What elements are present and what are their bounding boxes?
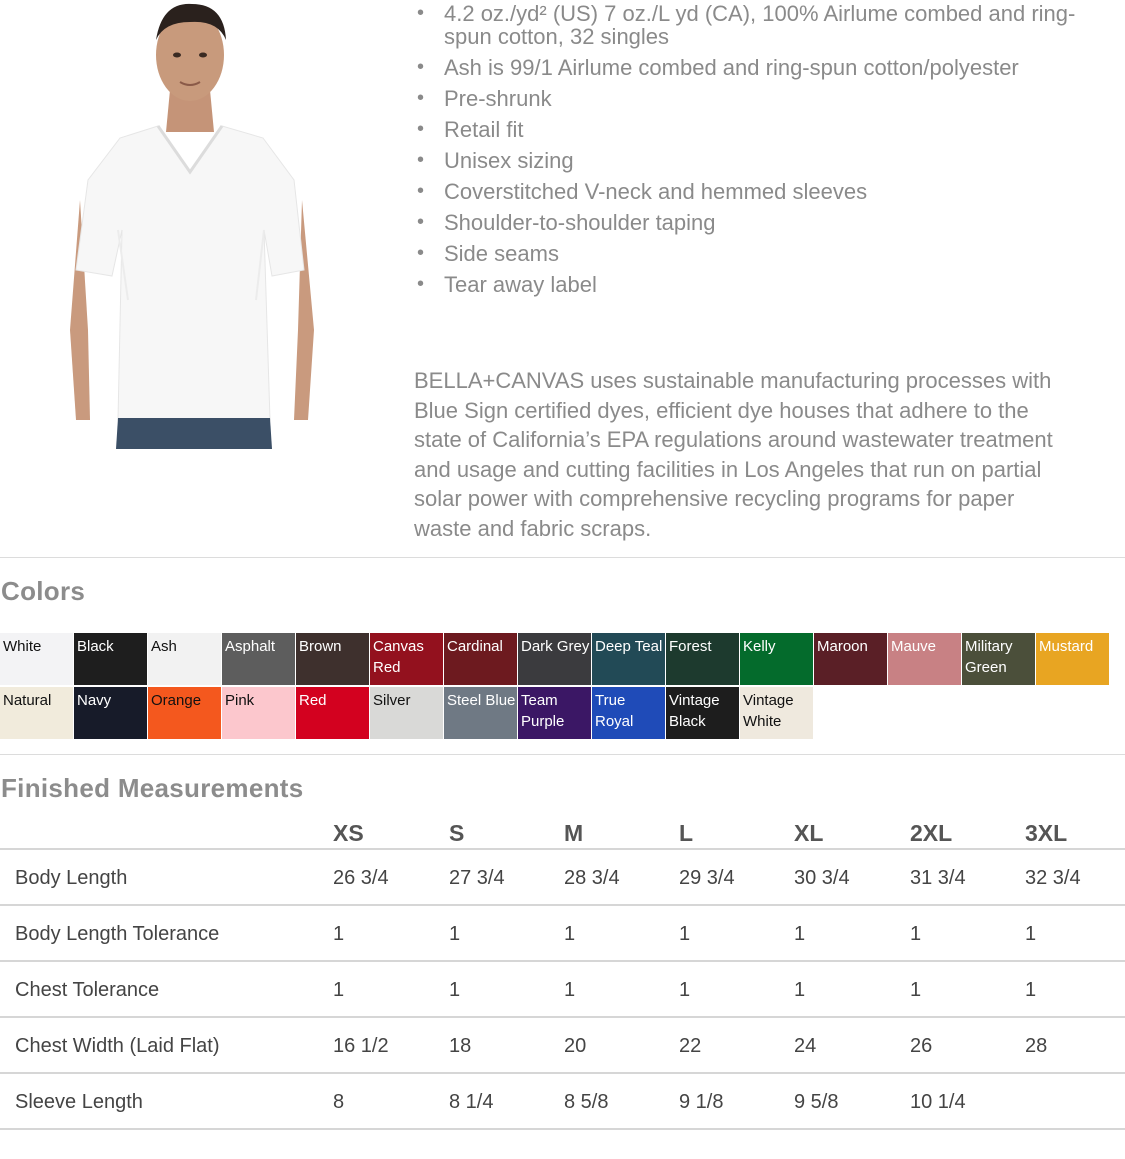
color-swatch[interactable] xyxy=(148,633,221,685)
color-swatch[interactable] xyxy=(0,633,73,685)
color-swatch-label: Ash xyxy=(151,638,177,655)
sustainability-description: BELLA+CANVAS uses sustainable manufacturing processes with Blue Sign certified dyes, efficient dye houses that adhere to the state of California’s EPA regulations around wastewater treatment and usage and cutting facilities in Los Angeles that run on partial solar power with comprehensive recycling programs for paper waste and fabric scraps. xyxy=(414,368,1053,541)
measurement-value: 27 3/4 xyxy=(449,867,505,889)
measurement-label: Chest Tolerance xyxy=(15,979,160,1001)
feature-item: • Unisex sizing xyxy=(414,149,1094,172)
measurement-value: 1 xyxy=(910,923,922,945)
product-photo xyxy=(58,0,323,449)
color-swatch[interactable] xyxy=(814,633,887,685)
color-swatch-label: Vintage Black xyxy=(669,692,720,730)
measurement-value: 1 xyxy=(449,979,461,1001)
color-swatch-label: Pink xyxy=(225,692,255,709)
color-swatch-label: Team Purple xyxy=(521,692,565,730)
color-swatch-label: Red xyxy=(299,692,327,709)
measurement-value: 1 xyxy=(910,979,922,1001)
measurement-value: 26 xyxy=(910,1035,933,1057)
measurements-table xyxy=(0,812,1125,1130)
color-swatch-label: Vintage White xyxy=(743,692,794,730)
table-row xyxy=(0,906,1125,962)
measurement-value: 1 xyxy=(1025,979,1037,1001)
measurement-value: 1 xyxy=(333,923,345,945)
measurement-value: 1 xyxy=(449,923,461,945)
color-swatch[interactable] xyxy=(74,687,147,739)
color-swatch[interactable] xyxy=(222,687,295,739)
color-swatch-label: Cardinal xyxy=(447,638,503,655)
measurement-value: 24 xyxy=(794,1035,817,1057)
color-swatch-label: Maroon xyxy=(817,638,868,655)
color-swatch[interactable] xyxy=(148,687,221,739)
color-swatch[interactable] xyxy=(370,687,443,739)
size-header: XS xyxy=(333,820,364,846)
color-swatch-label: Steel Blue xyxy=(447,692,516,709)
size-header: S xyxy=(449,820,465,846)
measurement-value: 1 xyxy=(564,923,576,945)
table-row xyxy=(0,850,1125,906)
color-swatch-label: Dark Grey xyxy=(521,638,590,655)
measurement-value: 1 xyxy=(333,979,345,1001)
color-swatch[interactable] xyxy=(1036,633,1109,685)
colors-heading: Colors xyxy=(1,576,86,606)
feature-item: • Shoulder-to-shoulder taping xyxy=(414,211,1094,234)
color-swatch[interactable] xyxy=(666,687,739,739)
measurement-value: 32 3/4 xyxy=(1025,867,1081,889)
measurement-value: 30 3/4 xyxy=(794,867,850,889)
measurement-value: 18 xyxy=(449,1035,472,1057)
feature-item: • Pre-shrunk xyxy=(414,87,1094,110)
measurement-label: Chest Width (Laid Flat) xyxy=(15,1035,220,1057)
measurement-value: 1 xyxy=(679,923,691,945)
measurement-value: 1 xyxy=(679,979,691,1001)
measurement-value: 9 5/8 xyxy=(794,1091,839,1113)
divider xyxy=(0,557,1125,558)
measurement-value: 9 1/8 xyxy=(679,1091,724,1113)
color-swatch-label: Brown xyxy=(299,638,342,655)
table-row xyxy=(0,962,1125,1018)
color-swatch-label: White xyxy=(3,638,42,655)
color-swatch[interactable] xyxy=(444,687,517,739)
measurement-value: 1 xyxy=(794,923,806,945)
size-header: 3XL xyxy=(1025,820,1068,846)
color-swatch-label: Mauve xyxy=(891,638,937,655)
measurement-label: Sleeve Length xyxy=(15,1091,143,1113)
measurement-value: 8 5/8 xyxy=(564,1091,609,1113)
measurement-label: Body Length xyxy=(15,867,128,889)
feature-item: • Side seams xyxy=(414,242,1094,265)
color-swatch-label: Military Green xyxy=(965,638,1013,676)
feature-item: • Tear away label xyxy=(414,273,1094,296)
color-swatch[interactable] xyxy=(962,633,1035,685)
color-swatch[interactable] xyxy=(296,633,369,685)
color-swatch[interactable] xyxy=(444,633,517,685)
color-swatch[interactable] xyxy=(740,687,813,739)
measurement-value: 8 1/4 xyxy=(449,1091,494,1113)
feature-item: • Retail fit xyxy=(414,118,1094,141)
color-swatch-label: Forest xyxy=(669,638,712,655)
color-swatch[interactable] xyxy=(888,633,961,685)
color-swatch[interactable] xyxy=(592,687,665,739)
size-header-row xyxy=(0,812,1125,850)
feature-item: • Coverstitched V-neck and hemmed sleeves xyxy=(414,180,1094,203)
color-swatch-label: Canvas Red xyxy=(373,638,424,676)
color-swatch[interactable] xyxy=(740,633,813,685)
measurement-value: 28 3/4 xyxy=(564,867,620,889)
feature-item: • 4.2 oz./yd² (US) 7 oz./L yd (CA), 100% Airlume combed and ring-spun cotton, 32 singles xyxy=(414,2,1094,48)
measurement-value: 20 xyxy=(564,1035,587,1057)
color-swatch-label: Mustard xyxy=(1039,638,1094,655)
feature-item: • Ash is 99/1 Airlume combed and ring-spun cotton/polyester xyxy=(414,56,1094,79)
color-swatch-label: Orange xyxy=(151,692,202,709)
measurement-value: 1 xyxy=(1025,923,1037,945)
color-swatch-label: Kelly xyxy=(743,638,776,655)
measurement-label: Body Length Tolerance xyxy=(15,923,220,945)
color-swatch-label: True Royal xyxy=(595,692,634,730)
measurement-value: 29 3/4 xyxy=(679,867,735,889)
color-swatch[interactable] xyxy=(222,633,295,685)
measurement-value: 8 xyxy=(333,1091,345,1113)
color-swatch-label: Deep Teal xyxy=(595,638,663,655)
size-header: M xyxy=(564,820,584,846)
divider xyxy=(0,754,1125,755)
measurement-value: 26 3/4 xyxy=(333,867,389,889)
color-swatch[interactable] xyxy=(0,687,73,739)
color-swatch[interactable] xyxy=(74,633,147,685)
measurement-value: 28 xyxy=(1025,1035,1048,1057)
color-swatch[interactable] xyxy=(518,633,591,685)
size-header: XL xyxy=(794,820,824,846)
color-swatch[interactable] xyxy=(592,633,665,685)
feature-list xyxy=(414,0,1094,304)
measurement-value: 1 xyxy=(794,979,806,1001)
color-swatch[interactable] xyxy=(518,687,591,739)
color-swatch-label: Navy xyxy=(77,692,112,709)
color-swatch-label: Black xyxy=(77,638,114,655)
color-swatch[interactable] xyxy=(370,633,443,685)
measurement-value: 16 1/2 xyxy=(333,1035,389,1057)
size-header: L xyxy=(679,820,694,846)
measurements-heading: Finished Measurements xyxy=(1,773,304,803)
color-swatch[interactable] xyxy=(296,687,369,739)
size-header: 2XL xyxy=(910,820,953,846)
table-row xyxy=(0,1018,1125,1074)
measurement-value: 1 xyxy=(564,979,576,1001)
color-swatch-label: Asphalt xyxy=(225,638,276,655)
measurement-value: 22 xyxy=(679,1035,702,1057)
measurement-value: 10 1/4 xyxy=(910,1091,966,1113)
table-row xyxy=(0,1074,1125,1130)
color-swatch[interactable] xyxy=(666,633,739,685)
color-swatch-label: Natural xyxy=(3,692,52,709)
measurement-value: 31 3/4 xyxy=(910,867,966,889)
color-swatch-label: Silver xyxy=(373,692,411,709)
